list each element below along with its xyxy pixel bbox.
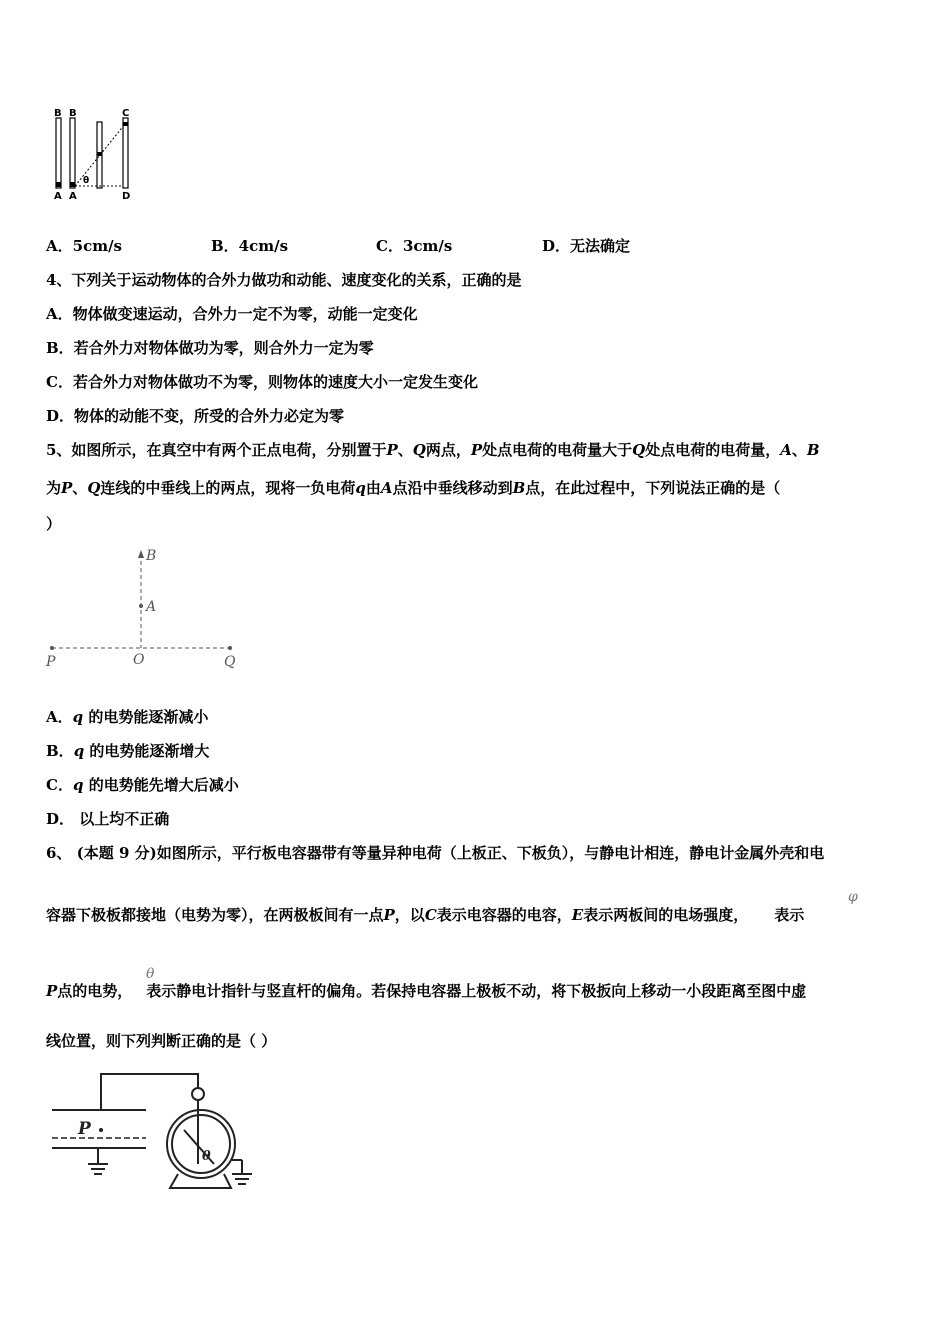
label-b: B (146, 548, 157, 564)
figure-capacitor (46, 1068, 266, 1203)
q4-option-b: B．若合外力对物体做功为零，则合外力一定为零 (46, 339, 374, 357)
q6-phi-symbol: φ (848, 889, 858, 905)
q3-option-b: B．4cm/s (211, 237, 289, 255)
q4-option-d: D．物体的动能不变，所受的合外力必定为零 (46, 407, 345, 425)
q3-option-d: D．无法确定 (542, 237, 631, 255)
label-theta: θ (83, 176, 90, 186)
figure-charges (40, 540, 250, 675)
q5-option-a: A．q 的电势能逐渐减小 (46, 708, 209, 726)
label-p: P (46, 654, 56, 670)
q5-stem-line3: ） (46, 515, 62, 533)
label-q: Q (224, 654, 236, 670)
q6-theta-symbol: θ (146, 966, 155, 982)
label-a1: A (54, 191, 62, 202)
q3-option-a: A．5cm/s (46, 237, 123, 255)
label-theta: θ (202, 1149, 211, 1164)
q6-stem-line4: 线位置，则下列判断正确的是（ ） (46, 1032, 277, 1050)
label-d: D (122, 191, 131, 202)
figure-bars (46, 104, 146, 204)
q6-stem-line3: P点的电势， 表示静电计指针与竖直杆的偏角。若保持电容器上极板不动，将下极扳向上移动一小段距离至图中虚 (46, 982, 807, 1000)
label-o: O (133, 652, 145, 668)
q4-option-c: C．若合外力对物体做功不为零，则物体的速度大小一定发生变化 (46, 373, 478, 391)
q5-option-c: C．q 的电势能先增大后减小 (46, 776, 239, 794)
label-p: P (78, 1119, 91, 1139)
label-a2: A (69, 191, 77, 202)
q4-option-a: A．物体做变速运动，合外力一定不为零，动能一定变化 (46, 305, 418, 323)
q5-option-d: D． 以上均不正确 (46, 810, 170, 828)
q6-stem-line1: 6、 (本题 9 分)如图所示，平行板电容器带有等量异种电荷（上板正、下板负），与静电计相连，静电计金属外壳和电 (46, 844, 825, 862)
q6-stem-line2: 容器下极板都接地（电势为零），在两极板间有一点P，以C表示电容器的电容，E表示两板间的电场强度， 表示 (46, 906, 805, 924)
label-a: A (146, 599, 157, 615)
q5-stem-line2: 为P、Q连线的中垂线上的两点，现将一负电荷q由A点沿中垂线移动到B点，在此过程中，下列说法正确的是（ (46, 479, 781, 497)
label-b1: B (54, 108, 62, 119)
q5-stem-line1: 5、如图所示，在真空中有两个正点电荷，分别置于P、Q两点，P处点电荷的电荷量大于Q处点电荷的电荷量，A、B (46, 441, 820, 459)
q5-option-b: B．q 的电势能逐渐增大 (46, 742, 210, 760)
label-b2: B (69, 108, 77, 119)
q3-option-c: C．3cm/s (376, 237, 453, 255)
label-c: C (122, 108, 130, 119)
q4-stem: 4、下列关于运动物体的合外力做功和动能、速度变化的关系，正确的是 (46, 271, 522, 289)
